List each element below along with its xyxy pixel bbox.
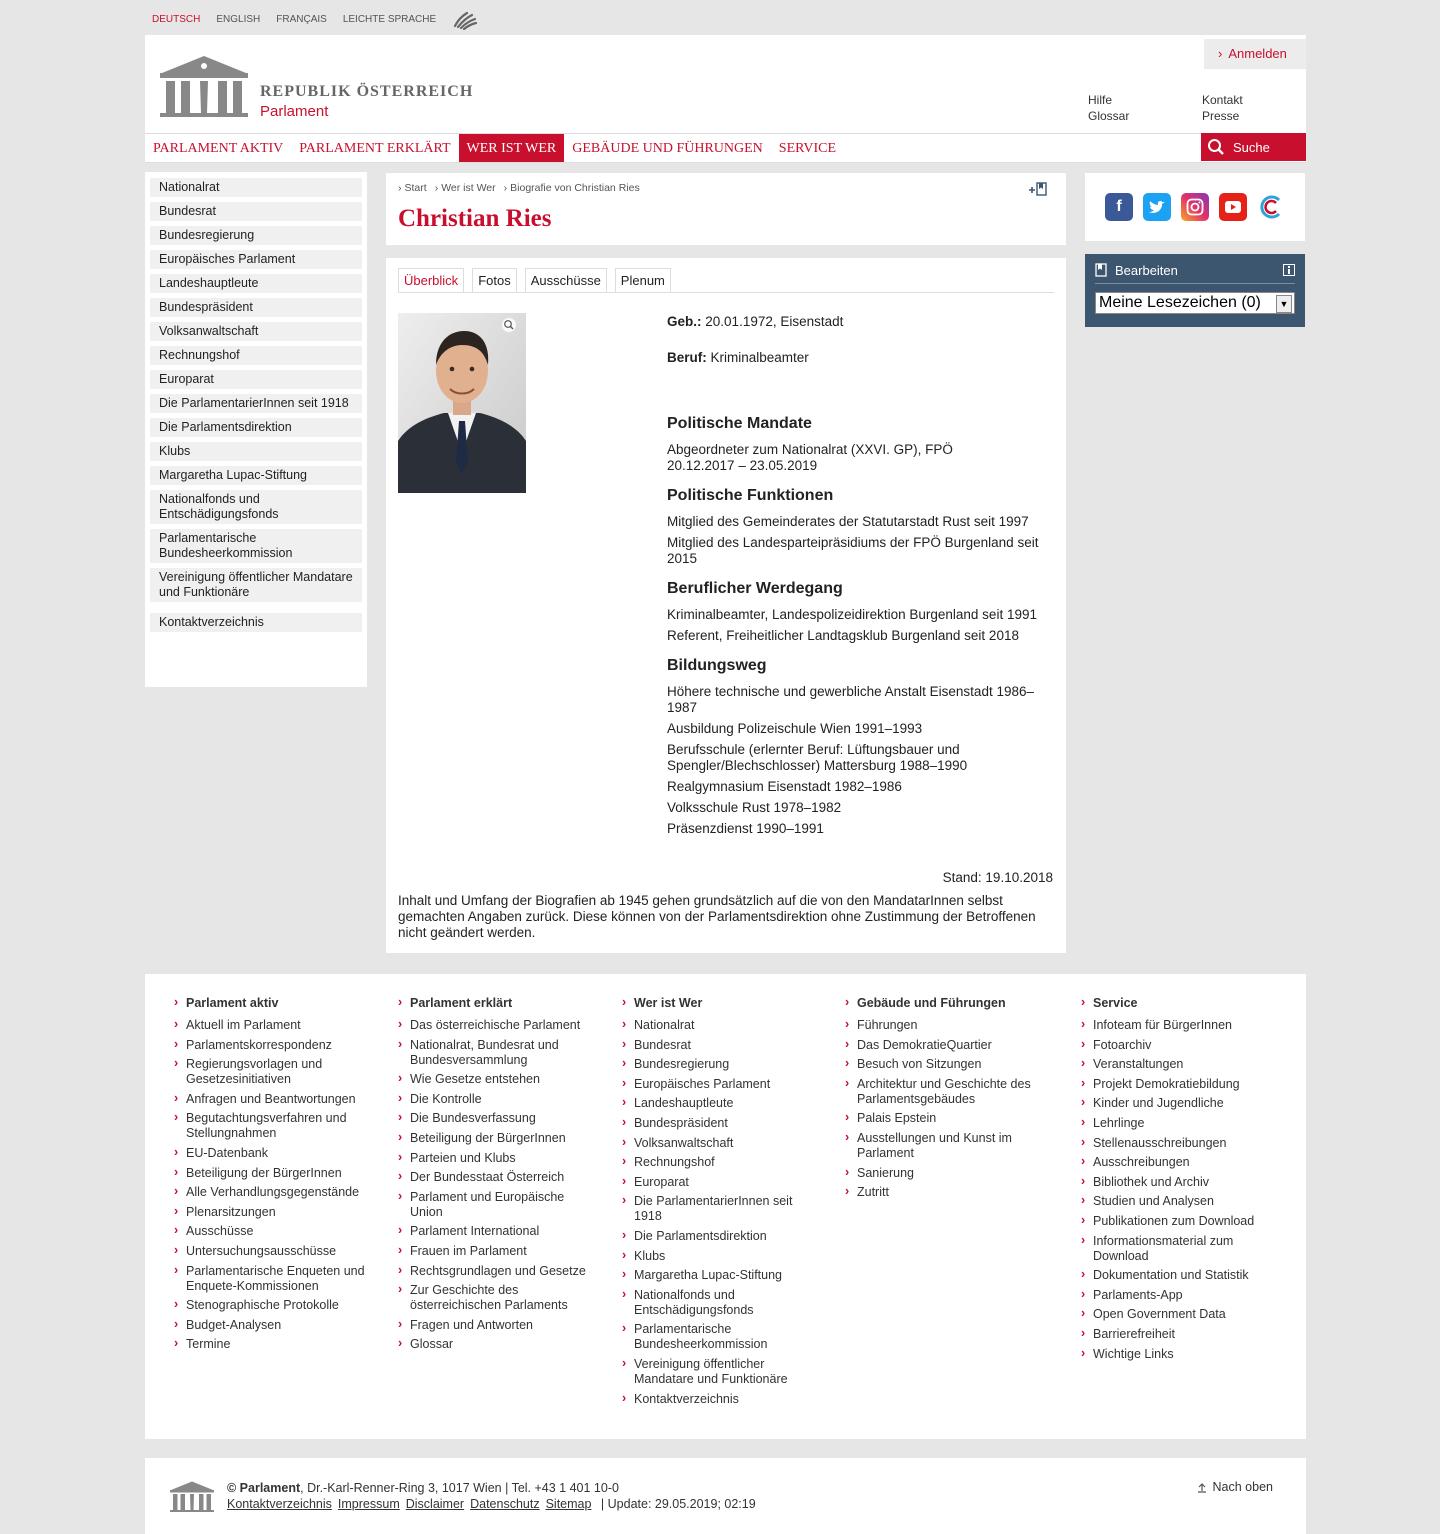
mandate-dates: 20.12.2017 – 23.05.2019: [667, 458, 818, 473]
bookmark-select[interactable]: Meine Lesezeichen (0) ▼: [1095, 292, 1295, 314]
section-heading: Politische Funktionen: [667, 487, 834, 504]
nav-service[interactable]: SERVICE: [778, 141, 837, 156]
lang-deutsch[interactable]: DEUTSCH: [152, 14, 201, 25]
lang-english[interactable]: ENGLISH: [216, 14, 261, 25]
chevron-down-icon: ▼: [1276, 295, 1292, 313]
footer-col-heading[interactable]: › Parlament aktiv: [174, 996, 374, 1011]
social-links: [1085, 173, 1305, 241]
footer-link[interactable]: › Frauen im Parlament: [398, 1244, 598, 1259]
footer-col-wer-ist-wer: [622, 996, 822, 1411]
footer-link-sitemap[interactable]: Sitemap: [545, 1497, 592, 1511]
footer-link[interactable]: › EU-Datenbank: [174, 1146, 374, 1161]
breadcrumb-item[interactable]: › Wer ist Wer: [434, 182, 496, 194]
footer-col-heading[interactable]: › Service: [1081, 996, 1281, 1011]
search-label: Suche: [1233, 139, 1270, 155]
logo-subtitle: Parlament: [260, 103, 329, 120]
footer-link[interactable]: › Ausschreibungen: [1081, 1155, 1281, 1170]
search-icon: [1207, 138, 1225, 156]
footer-link[interactable]: › Besuch von Sitzungen: [845, 1057, 1045, 1072]
footer-link[interactable]: › Kontaktverzeichnis: [622, 1392, 822, 1407]
sidebar-item[interactable]: Europarat: [150, 370, 362, 389]
footer-link[interactable]: › Europarat: [622, 1175, 822, 1190]
footer-link[interactable]: › Vereinigung öffentlicher Mandatare und Funktionäre: [622, 1357, 822, 1387]
nav-gebaeude-fuehrungen[interactable]: GEBÄUDE UND FÜHRUNGEN: [572, 141, 763, 156]
sign-language-icon[interactable]: [452, 10, 478, 30]
footer-link[interactable]: › Dokumentation und Statistik: [1081, 1268, 1281, 1283]
press-link[interactable]: Presse: [1202, 109, 1240, 123]
footer-link[interactable]: › Parlamentarische Enqueten und Enquete-Kommissionen: [174, 1264, 374, 1294]
sidebar-item[interactable]: Nationalfonds und Entschädigungsfonds: [150, 490, 362, 524]
sidebar-item[interactable]: Margaretha Lupac-Stiftung: [150, 466, 362, 485]
sidebar: [145, 172, 367, 687]
search-button[interactable]: [1201, 133, 1306, 161]
section-heading: Bildungsweg: [667, 657, 767, 674]
list-item: Mitglied des Landesparteipräsidiums der FPÖ Burgenland seit 2015: [667, 535, 1039, 566]
footer-link[interactable]: › Plenarsitzungen: [174, 1205, 374, 1220]
page-footer: [145, 1458, 1306, 1534]
footer-link[interactable]: › Volksanwaltschaft: [622, 1136, 822, 1151]
footer-link[interactable]: › Landeshauptleute: [622, 1096, 822, 1111]
list-item: Kriminalbeamter, Landespolizeidirektion Burgenland seit 1991: [667, 607, 1037, 622]
facebook-icon[interactable]: f: [1105, 193, 1133, 221]
sidebar-item[interactable]: Europäisches Parlament: [150, 250, 362, 269]
bookmark-icon: [1095, 263, 1107, 277]
instagram-icon[interactable]: [1181, 193, 1209, 221]
footer-link[interactable]: › Publikationen zum Download: [1081, 1214, 1281, 1229]
footer-link[interactable]: › Untersuchungsausschüsse: [174, 1244, 374, 1259]
back-to-top-link[interactable]: Nach oben: [1197, 1480, 1273, 1494]
twitter-icon[interactable]: [1143, 193, 1171, 221]
footer-link[interactable]: › Nationalrat: [622, 1018, 822, 1033]
title-box: [386, 173, 1066, 245]
sidebar-item[interactable]: Die Parlamentsdirektion: [150, 418, 362, 437]
footer-link[interactable]: › Architektur und Geschichte des Parlamentsgebäudes: [845, 1077, 1045, 1107]
tab-plenum[interactable]: Plenum: [615, 268, 671, 292]
footer-link[interactable]: › Fragen und Antworten: [398, 1318, 598, 1333]
add-bookmark-icon[interactable]: [1028, 181, 1048, 197]
footer-link-disclaimer[interactable]: Disclaimer: [405, 1497, 465, 1511]
footer-link[interactable]: › Parlamentarische Bundesheerkommission: [622, 1322, 822, 1352]
footer-link[interactable]: › Sanierung: [845, 1166, 1045, 1181]
profession-info: Beruf: Kriminalbeamter: [667, 350, 809, 365]
tab-ausschuesse[interactable]: Ausschüsse: [525, 268, 607, 292]
lang-francais[interactable]: FRANÇAIS: [276, 14, 327, 25]
footer-link[interactable]: › Infoteam für BürgerInnen: [1081, 1018, 1281, 1033]
footer-link[interactable]: › Budget-Analysen: [174, 1318, 374, 1333]
footer-link-datenschutz[interactable]: Datenschutz: [470, 1497, 540, 1511]
footer-link[interactable]: › Beteiligung der BürgerInnen: [174, 1166, 374, 1181]
footer-link[interactable]: › Nationalfonds und Entschädigungsfonds: [622, 1288, 822, 1318]
footer-link[interactable]: › Parteien und Klubs: [398, 1151, 598, 1166]
site-header: [145, 35, 1306, 133]
util-links-col2: [1202, 92, 1243, 124]
logo-title: REPUBLIK ÖSTERREICH: [260, 83, 474, 100]
last-updated: Stand: 19.10.2018: [942, 870, 1053, 885]
login-button[interactable]: [1204, 39, 1306, 69]
footer-link-impressum[interactable]: Impressum: [337, 1497, 400, 1511]
footer-link[interactable]: › Bundesregierung: [622, 1057, 822, 1072]
footer-col-gebaeude: [845, 996, 1045, 1205]
sidebar-item[interactable]: Kontaktverzeichnis: [150, 613, 362, 632]
footer-link[interactable]: › Open Government Data: [1081, 1307, 1281, 1322]
breadcrumb: [398, 182, 640, 194]
footer-link[interactable]: › Rechtsgrundlagen und Gesetze: [398, 1264, 598, 1279]
footer-link[interactable]: › Palais Epstein: [845, 1111, 1045, 1126]
footer-link[interactable]: › Parlament International: [398, 1224, 598, 1239]
section-heading: Beruflicher Werdegang: [667, 580, 843, 597]
nav-wer-ist-wer[interactable]: WER IST WER: [459, 134, 565, 162]
footer-link[interactable]: › Die Kontrolle: [398, 1092, 598, 1107]
footer-info: [227, 1480, 756, 1512]
footer-link[interactable]: › Begutachtungsverfahren und Stellungnahmen: [174, 1111, 374, 1141]
sidebar-item[interactable]: Rechnungshof: [150, 346, 362, 365]
breadcrumb-item: › Biografie von Christian Ries: [503, 182, 640, 194]
footer-link[interactable]: › Rechnungshof: [622, 1155, 822, 1170]
arrow-up-icon: [1197, 1483, 1207, 1493]
footer-link[interactable]: › Aktuell im Parlament: [174, 1018, 374, 1033]
footer-link[interactable]: › Nationalrat, Bundesrat und Bundesversammlung: [398, 1038, 598, 1068]
footer-link[interactable]: › Parlaments-App: [1081, 1288, 1281, 1303]
footer-link[interactable]: › Zur Geschichte des österreichischen Parlaments: [398, 1283, 598, 1313]
footer-update: | Update: 29.05.2019; 02:19: [600, 1497, 756, 1511]
list-item: Mitglied des Gemeinderates der Statutarstadt Rust seit 1997: [667, 514, 1029, 529]
footer-link[interactable]: › Lehrlinge: [1081, 1116, 1281, 1131]
sidebar-item[interactable]: Bundesregierung: [150, 226, 362, 245]
footer-link[interactable]: › Margaretha Lupac-Stiftung: [622, 1268, 822, 1283]
nav-parlament-erklaert[interactable]: PARLAMENT ERKLÄRT: [299, 141, 451, 156]
parliament-logo[interactable]: [160, 53, 473, 120]
footer-col-service: [1081, 996, 1281, 1366]
list-item: Referent, Freiheitlicher Landtagsklub Burgenland seit 2018: [667, 628, 1019, 643]
footer-link[interactable]: › Bundespräsident: [622, 1116, 822, 1131]
portrait-photo[interactable]: [398, 313, 526, 493]
footer-link[interactable]: › Wie Gesetze entstehen: [398, 1072, 598, 1087]
footer-link[interactable]: › Kinder und Jugendliche: [1081, 1096, 1281, 1111]
youtube-icon[interactable]: [1219, 193, 1247, 221]
sidebar-item[interactable]: Volksanwaltschaft: [150, 322, 362, 341]
footer-link[interactable]: › Die Parlamentsdirektion: [622, 1229, 822, 1244]
footer-link[interactable]: › Das DemokratieQuartier: [845, 1038, 1045, 1053]
language-bar: [152, 14, 478, 28]
list-item: Berufsschule (erlernter Beruf: Lüftungsbauer und Spengler/Blechschlosser) Mattersburg 1988–1990: [667, 742, 968, 773]
footer-link[interactable]: › Glossar: [398, 1337, 598, 1352]
footer-link[interactable]: › Stenographische Protokolle: [174, 1298, 374, 1313]
sidebar-item[interactable]: Klubs: [150, 442, 362, 461]
bookmark-panel: [1085, 254, 1305, 327]
footer-org: © Parlament: [227, 1481, 301, 1495]
info-icon[interactable]: [1283, 264, 1295, 276]
parliament-building-icon: [170, 1480, 214, 1512]
list-item: Volksschule Rust 1978–1982: [667, 800, 842, 815]
tab-ueberblick[interactable]: Überblick: [398, 268, 464, 292]
footer-link[interactable]: › Regierungsvorlagen und Gesetzesinitiativen: [174, 1057, 374, 1087]
footer-col-heading[interactable]: › Wer ist Wer: [622, 996, 822, 1011]
tab-fotos[interactable]: Fotos: [472, 268, 517, 292]
footer-link[interactable]: › Stellenausschreibungen: [1081, 1136, 1281, 1151]
sidebar-item[interactable]: Parlamentarische Bundesheerkommission: [150, 529, 362, 563]
main-nav: [145, 133, 1306, 163]
footer-col-parlament-aktiv: [174, 996, 374, 1357]
list-item: Ausbildung Polizeischule Wien 1991–1993: [667, 721, 923, 736]
footer-link[interactable]: › Beteiligung der BürgerInnen: [398, 1131, 598, 1146]
footer-link-kontaktverzeichnis[interactable]: Kontaktverzeichnis: [227, 1497, 332, 1511]
sidebar-item[interactable]: Nationalrat: [150, 178, 362, 197]
help-link[interactable]: Hilfe: [1088, 93, 1113, 107]
footer-link[interactable]: › Anfragen und Beantwortungen: [174, 1092, 374, 1107]
contact-link[interactable]: Kontakt: [1202, 93, 1243, 107]
footer-link[interactable]: › Termine: [174, 1337, 374, 1352]
util-links-col1: [1088, 92, 1129, 124]
footer-link[interactable]: › Der Bundesstaat Österreich: [398, 1170, 598, 1185]
footer-col-heading[interactable]: › Gebäude und Führungen: [845, 996, 1045, 1011]
footer-col-parlament-erklaert: [398, 996, 598, 1357]
tab-bar: [398, 268, 1054, 293]
bio-details: [667, 314, 1057, 842]
parliament-building-icon: [160, 53, 248, 117]
footer-link[interactable]: › Projekt Demokratiebildung: [1081, 1077, 1281, 1092]
bio-content: [386, 258, 1066, 953]
mandate-line: Abgeordneter zum Nationalrat (XXVI. GP), FPÖ: [667, 442, 953, 457]
footer-link[interactable]: › Bibliothek und Archiv: [1081, 1175, 1281, 1190]
footer-link[interactable]: › Führungen: [845, 1018, 1045, 1033]
sidebar-item[interactable]: Vereinigung öffentlicher Mandatare und Funktionäre: [150, 568, 362, 602]
chevron-right-icon: ›: [1218, 46, 1223, 61]
login-label: Anmelden: [1228, 46, 1287, 61]
footer-link[interactable]: › Parlamentskorrespondenz: [174, 1038, 374, 1053]
footer-link[interactable]: › Ausschüsse: [174, 1224, 374, 1239]
footer-link[interactable]: › Klubs: [622, 1249, 822, 1264]
footer-link[interactable]: › Bundesrat: [622, 1038, 822, 1053]
footer-link[interactable]: › Die ParlamentarierInnen seit 1918: [622, 1194, 822, 1224]
lang-leichte-sprache[interactable]: LEICHTE SPRACHE: [342, 14, 437, 25]
nav-parlament-aktiv[interactable]: PARLAMENT AKTIV: [153, 141, 284, 156]
list-item: Realgymnasium Eisenstadt 1982–1986: [667, 779, 902, 794]
birth-info: Geb.: 20.01.1972, Eisenstadt: [667, 314, 844, 329]
footer-link[interactable]: › Alle Verhandlungsgegenstände: [174, 1185, 374, 1200]
footer-col-heading[interactable]: › Parlament erklärt: [398, 996, 598, 1011]
glossary-link[interactable]: Glossar: [1088, 109, 1130, 123]
footer-link[interactable]: › Studien und Analysen: [1081, 1194, 1281, 1209]
section-heading: Politische Mandate: [667, 415, 812, 432]
disclaimer-text: Inhalt und Umfang der Biografien ab 1945 gehen grundsätzlich auf die von den MandatarInnen selbst gemachten Angaben zurück. Diese können von der Parlamentsdirektion ohne Zustimmung der Betroffenen nicht geändert werden.: [398, 893, 1036, 940]
footer-link[interactable]: › Fotoarchiv: [1081, 1038, 1281, 1053]
footer-link[interactable]: › Informationsmaterial zum Download: [1081, 1234, 1281, 1264]
list-item: Höhere technische und gewerbliche Anstalt Eisenstadt 1986–1987: [667, 684, 1034, 715]
edit-label[interactable]: Bearbeiten: [1115, 262, 1178, 278]
page-title: Christian Ries: [398, 205, 552, 232]
footer-link[interactable]: › Barrierefreiheit: [1081, 1327, 1281, 1342]
footer-sitemap: [145, 974, 1306, 1439]
footer-address: , Dr.-Karl-Renner-Ring 3, 1017 Wien | Tel. +43 1 401 10-0: [300, 1481, 619, 1495]
footer-link[interactable]: › Die Bundesverfassung: [398, 1111, 598, 1126]
sidebar-item[interactable]: Landeshauptleute: [150, 274, 362, 293]
sidebar-item[interactable]: Die ParlamentarierInnen seit 1918: [150, 394, 362, 413]
footer-link[interactable]: › Zutritt: [845, 1185, 1045, 1200]
sidebar-item[interactable]: Bundesrat: [150, 202, 362, 221]
open-data-icon[interactable]: [1257, 193, 1285, 221]
sidebar-item[interactable]: Bundespräsident: [150, 298, 362, 317]
list-item: Präsenzdienst 1990–1991: [667, 821, 824, 836]
footer-link[interactable]: › Ausstellungen und Kunst im Parlament: [845, 1131, 1045, 1161]
footer-link[interactable]: › Veranstaltungen: [1081, 1057, 1281, 1072]
footer-link[interactable]: › Europäisches Parlament: [622, 1077, 822, 1092]
footer-link[interactable]: › Wichtige Links: [1081, 1347, 1281, 1362]
footer-link[interactable]: › Das österreichische Parlament: [398, 1018, 598, 1033]
footer-link[interactable]: › Parlament und Europäische Union: [398, 1190, 598, 1220]
breadcrumb-item[interactable]: › Start: [398, 182, 427, 194]
